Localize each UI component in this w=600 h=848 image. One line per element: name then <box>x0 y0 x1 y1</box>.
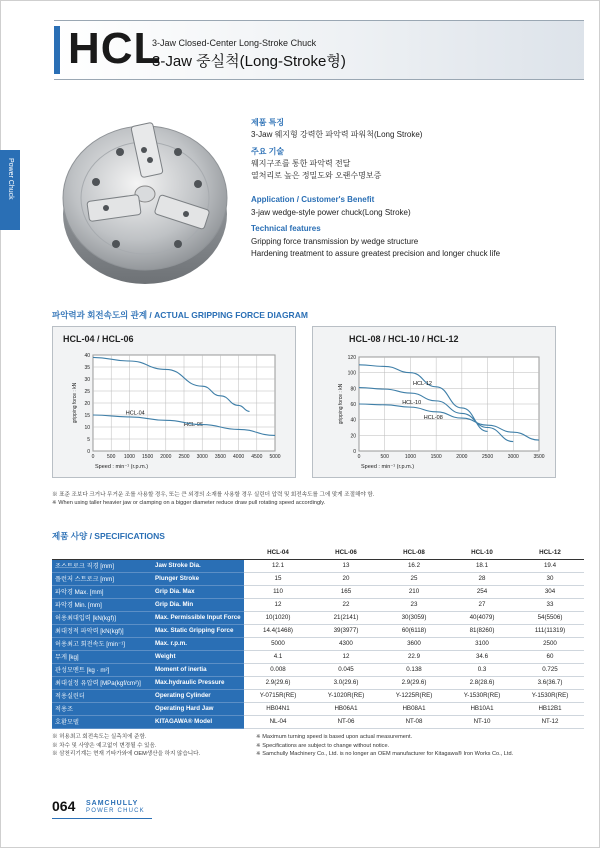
x-tick-label: 500 <box>107 454 116 460</box>
spec-value: 110 <box>244 585 312 598</box>
series-label: HCL-08 <box>423 415 443 422</box>
brand-sub-text: POWER CHUCK <box>86 808 145 814</box>
y-tick-label: 10 <box>84 425 90 431</box>
x-tick-label: 0 <box>357 454 361 460</box>
x-tick-label: 3000 <box>196 454 208 460</box>
brand-logo-text: SAMCHULLY <box>86 800 139 807</box>
spec-value: 23 <box>380 598 448 611</box>
footnote-kr: ※ 삼천리기계는 현재 기타가와에 OEM생산을 하지 않습니다. <box>52 751 201 757</box>
spec-header-row <box>52 547 584 559</box>
spec-value: HB12B1 <box>516 702 584 715</box>
x-tick-label: 1500 <box>430 454 442 460</box>
spec-value: 12.1 <box>244 559 312 572</box>
chart-panel-small <box>52 326 296 478</box>
y-tick-label: 35 <box>84 365 90 371</box>
x-tick-label: 5000 <box>269 454 281 460</box>
spec-label-kr: 호환모델 <box>52 715 152 728</box>
diagram-note-kr: ※ 표준 조보다 크거나 무거운 조를 사용할 경우, 또는 큰 외경의 소재를 사용할 경우 실린더 압력 및 회전속도를 그에 맞게 조절해야 함. <box>52 492 375 498</box>
spec-row <box>52 702 584 715</box>
spec-value: 22.9 <box>380 650 448 663</box>
spec-value: 2.8(28.6) <box>448 676 516 689</box>
spec-value: 60 <box>516 650 584 663</box>
spec-value: 2.9(29.6) <box>380 676 448 689</box>
spec-model-header: HCL-04 <box>244 547 312 559</box>
y-tick-label: 0 <box>87 449 90 455</box>
spec-value: 30 <box>516 572 584 585</box>
x-tick-label: 3000 <box>507 454 519 460</box>
spec-header-blank <box>152 547 244 559</box>
footnote-en: ※ Samchully Machinery Co., Ltd. is no longer an OEM manufacturer for Kitagawa® Iron Works Co., Ltd. <box>256 751 514 757</box>
x-axis-label: Speed : min⁻¹ (r.p.m.) <box>95 464 149 470</box>
spec-value: HB08A1 <box>380 702 448 715</box>
footnotes-en <box>256 733 513 759</box>
spec-value: 111(11319) <box>516 624 584 637</box>
x-tick-label: 3500 <box>533 454 545 460</box>
spec-model-header: HCL-12 <box>516 547 584 559</box>
y-tick-label: 0 <box>353 449 356 455</box>
chuck-product-image <box>60 102 230 290</box>
spec-label-kr: 최대정적 파악력 [kN(kgf)] <box>52 624 152 637</box>
spec-label-kr: 파악경 Min. [mm] <box>52 598 152 611</box>
spec-row <box>52 676 584 689</box>
spec-label-kr: 파악경 Max. [mm] <box>52 585 152 598</box>
x-tick-label: 4000 <box>233 454 245 460</box>
footer-rule <box>52 818 152 819</box>
chart-title-small: HCL-04 / HCL-06 <box>63 334 134 344</box>
en-tech-heading: Technical features <box>251 224 321 233</box>
spec-label-kr: 관성모멘트 [kg · m²] <box>52 663 152 676</box>
spec-row <box>52 689 584 702</box>
spec-value: 81(8260) <box>448 624 516 637</box>
spec-label-kr: 허용최고 회전속도 [min⁻¹] <box>52 637 152 650</box>
y-tick-label: 25 <box>84 389 90 395</box>
x-tick-label: 2500 <box>482 454 494 460</box>
spec-value: 304 <box>516 585 584 598</box>
spec-value: 3100 <box>448 637 516 650</box>
spec-value: 19.4 <box>516 559 584 572</box>
spec-label-en: Max. r.p.m. <box>152 637 244 650</box>
x-axis-label: Speed : min⁻¹ (r.p.m.) <box>361 464 415 470</box>
x-tick-label: 4500 <box>251 454 263 460</box>
spec-value: Y-1225R(RE) <box>380 689 448 702</box>
spec-value: 20 <box>312 572 380 585</box>
subtitle-kr: 3-Jaw 중실척(Long-Stroke형) <box>152 53 346 70</box>
spec-label-kr: 조스트로크 직경 [mm] <box>52 559 152 572</box>
x-tick-label: 1500 <box>142 454 154 460</box>
x-tick-label: 3500 <box>214 454 226 460</box>
diagram-note-en: ※ When using taller heavier jaw or clamping on a bigger diameter reduce draw pull rotating speed accordingly. <box>52 500 326 506</box>
y-axis-label: gripping force : kN <box>72 382 78 424</box>
spec-label-kr: 허용최대입력 [kN(kgf)] <box>52 611 152 624</box>
spec-value: 0.045 <box>312 663 380 676</box>
spec-value: 25 <box>380 572 448 585</box>
kr-tech-line1: 웨지구조를 통한 파악력 전달 <box>251 159 351 168</box>
spec-label-kr: 최대설정 유압력 [MPa(kgf/cm²)] <box>52 676 152 689</box>
kr-tech-line2: 열처리로 높은 정밀도와 오랜수명보증 <box>251 171 382 180</box>
en-tech-line2: Hardening treatment to assure greatest precision and longer chuck life <box>251 249 501 258</box>
spec-row <box>52 559 584 572</box>
spec-table <box>52 547 584 729</box>
spec-row <box>52 585 584 598</box>
spec-label-en: Max.hydraulic Pressure <box>152 676 244 689</box>
header-accent-bar <box>54 26 60 74</box>
spec-value: 0.725 <box>516 663 584 676</box>
spec-value: 34.6 <box>448 650 516 663</box>
kr-feature-heading: 제품 특징 <box>251 118 285 127</box>
footnote-kr: ※ 허용최고 회전속도는 실측치에 준함. <box>52 734 147 740</box>
en-app-text: 3-jaw wedge-style power chuck(Long Stroke) <box>251 208 411 217</box>
spec-value: 3.0(29.6) <box>312 676 380 689</box>
diagram-heading: 파악력과 회전속도의 관계 / ACTUAL GRIPPING FORCE DIAGRAM <box>52 310 308 320</box>
chart-title-large: HCL-08 / HCL-10 / HCL-12 <box>349 334 459 344</box>
spec-value: 16.2 <box>380 559 448 572</box>
spec-value: NT-06 <box>312 715 380 728</box>
y-tick-label: 30 <box>84 377 90 383</box>
spec-value: Y-0715R(RE) <box>244 689 312 702</box>
spec-value: 2.9(29.6) <box>244 676 312 689</box>
spec-value: 2500 <box>516 637 584 650</box>
spec-label-kr: 무게 [kg] <box>52 650 152 663</box>
kr-feature-text: 3-Jaw 웨지형 강력한 파악력 파워척(Long Stroke) <box>251 130 423 139</box>
spec-value: HB04N1 <box>244 702 312 715</box>
side-tab <box>0 150 20 230</box>
chart-small-svg <box>53 327 297 479</box>
spec-label-en: Plunger Stroke <box>152 572 244 585</box>
spec-label-en: Weight <box>152 650 244 663</box>
spec-value: Y-1530R(RE) <box>516 689 584 702</box>
y-tick-label: 60 <box>350 402 356 408</box>
y-tick-label: 20 <box>84 401 90 407</box>
spec-value: 3600 <box>380 637 448 650</box>
spec-value: HB10A1 <box>448 702 516 715</box>
y-tick-label: 5 <box>87 437 90 443</box>
spec-value: 40(4079) <box>448 611 516 624</box>
en-app-heading: Application / Customer's Benefit <box>251 195 375 204</box>
y-tick-label: 40 <box>350 417 356 424</box>
footnote-en: ※ Specifications are subject to change without notice. <box>256 742 390 749</box>
spec-row <box>52 611 584 624</box>
spec-header-blank <box>52 547 152 559</box>
spec-value: 254 <box>448 585 516 598</box>
x-tick-label: 0 <box>91 454 95 460</box>
y-axis-label: gripping force : kN <box>338 383 344 425</box>
spec-model-header: HCL-10 <box>448 547 516 559</box>
footnote-en: ※ Maximum turning speed is based upon actual measurement. <box>256 734 413 740</box>
spec-label-en: KITAGAWA® Model <box>152 715 244 728</box>
series-label: HCL-10 <box>402 400 422 406</box>
spec-label-en: Jaw Stroke Dia. <box>152 559 244 572</box>
spec-value: 0.3 <box>448 663 516 676</box>
spec-row <box>52 572 584 585</box>
spec-label-en: Moment of inertia <box>152 663 244 676</box>
spec-value: 18.1 <box>448 559 516 572</box>
spec-value: 0.008 <box>244 663 312 676</box>
spec-value: 14.4(1468) <box>244 624 312 637</box>
spec-label-kr: 플런저 스트로크 [mm] <box>52 572 152 585</box>
spec-value: 21(2141) <box>312 611 380 624</box>
spec-value: 210 <box>380 585 448 598</box>
chart-large-svg <box>313 327 557 479</box>
side-tab-label: Power Chuck <box>7 158 14 200</box>
x-tick-label: 500 <box>380 454 389 460</box>
spec-label-en: Grip Dia. Min <box>152 598 244 611</box>
x-tick-label: 2000 <box>456 454 468 460</box>
spec-label-en: Operating Cylinder <box>152 689 244 702</box>
footnote-kr: ※ 차수 및 사양은 예고없이 변경될 수 있음. <box>52 742 157 749</box>
spec-value: 10(1020) <box>244 611 312 624</box>
spec-label-kr: 적용조 <box>52 702 152 715</box>
spec-row <box>52 637 584 650</box>
spec-value: NL-04 <box>244 715 312 728</box>
x-tick-label: 2500 <box>178 454 190 460</box>
kr-tech-heading: 주요 기술 <box>251 147 285 156</box>
y-tick-label: 40 <box>84 353 90 359</box>
spec-value: 12 <box>312 650 380 663</box>
series-label: HCL-12 <box>413 381 432 388</box>
spec-value: 27 <box>448 598 516 611</box>
model-title: HCL <box>68 24 162 73</box>
spec-value: 30(3059) <box>380 611 448 624</box>
spec-value: 28 <box>448 572 516 585</box>
spec-value: 165 <box>312 585 380 598</box>
spec-value: Y-1020R(RE) <box>312 689 380 702</box>
spec-value: 4.1 <box>244 650 312 663</box>
series-label: HCL-04 <box>125 410 145 417</box>
spec-value: NT-10 <box>448 715 516 728</box>
spec-value: 15 <box>244 572 312 585</box>
chart-panel-large <box>312 326 556 478</box>
spec-model-header: HCL-08 <box>380 547 448 559</box>
x-tick-label: 2000 <box>160 454 172 460</box>
spec-value: 33 <box>516 598 584 611</box>
x-tick-label: 1000 <box>404 454 416 460</box>
spec-value: 5000 <box>244 637 312 650</box>
spec-row <box>52 598 584 611</box>
y-tick-label: 20 <box>350 433 356 440</box>
spec-row <box>52 650 584 663</box>
y-tick-label: 15 <box>84 413 90 419</box>
spec-label-en: Operating Hard Jaw <box>152 702 244 715</box>
spec-value: 3.6(36.7) <box>516 676 584 689</box>
y-tick-label: 120 <box>347 355 356 361</box>
spec-label-en: Max. Static Gripping Force <box>152 624 244 637</box>
spec-model-header: HCL-06 <box>312 547 380 559</box>
spec-value: 13 <box>312 559 380 572</box>
page-number: 064 <box>52 798 76 814</box>
series-label: HCL-06 <box>184 422 203 429</box>
spec-value: 4300 <box>312 637 380 650</box>
spec-row <box>52 624 584 637</box>
footnotes-kr <box>52 733 200 759</box>
spec-value: 22 <box>312 598 380 611</box>
spec-value: Y-1530R(RE) <box>448 689 516 702</box>
spec-value: HB06A1 <box>312 702 380 715</box>
y-tick-label: 100 <box>347 370 356 377</box>
y-tick-label: 80 <box>350 386 356 393</box>
subtitle-en: 3-Jaw Closed-Center Long-Stroke Chuck <box>152 38 317 48</box>
spec-heading: 제품 사양 / SPECIFICATIONS <box>52 531 165 541</box>
spec-value: 54(5506) <box>516 611 584 624</box>
spec-label-en: Grip Dia. Max <box>152 585 244 598</box>
spec-value: NT-08 <box>380 715 448 728</box>
spec-value: 60(6118) <box>380 624 448 637</box>
spec-value: 39(3977) <box>312 624 380 637</box>
spec-row <box>52 715 584 728</box>
en-tech-line1: Gripping force transmission by wedge structure <box>251 237 419 246</box>
spec-value: 12 <box>244 598 312 611</box>
spec-value: 0.138 <box>380 663 448 676</box>
spec-label-kr: 적용실린더 <box>52 689 152 702</box>
x-tick-label: 1000 <box>123 454 135 460</box>
spec-value: NT-12 <box>516 715 584 728</box>
spec-row <box>52 663 584 676</box>
spec-label-en: Max. Permissible Input Force <box>152 611 244 624</box>
